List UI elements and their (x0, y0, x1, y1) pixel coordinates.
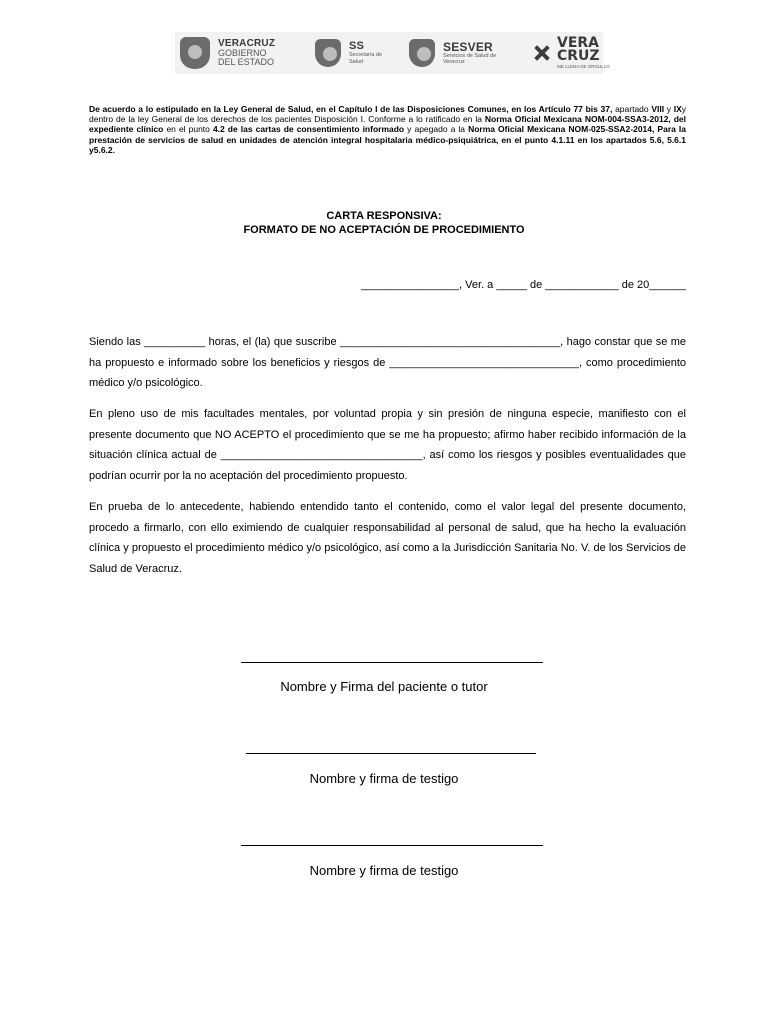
logo-ss-sub: Secretaría de Salud (349, 52, 383, 65)
veracruz-mark-icon (531, 42, 553, 64)
legal-seg-8: en el punto (163, 124, 213, 135)
ss-logo (315, 36, 383, 70)
coat-of-arms-icon (180, 37, 210, 69)
document-subtitle: FORMATO DE NO ACEPTACIÓN DE PROCEDIMIENTO (243, 224, 525, 236)
logo-vc-slogan: ME LLENA DE ORGULLO (557, 63, 610, 69)
legal-seg-4: y (664, 104, 674, 114)
ss-seal-icon (315, 39, 341, 67)
paragraph-consent-statement: Siendo las __________ horas, el (la) que suscribe ____________________________________, hago constar que se me ha propuesto e informado sobre los beneficios y riesgos de _______________________________, como procedimiento médico y/o psicológico. (89, 336, 686, 389)
document-title: CARTA RESPONSIVA: (326, 210, 442, 222)
witness2-signature-label: Nombre y firma de testigo (309, 863, 459, 878)
patient-signature-label: Nombre y Firma del paciente o tutor (280, 679, 488, 694)
witness2-signature-line (241, 845, 543, 846)
logo-gob-line2: GOBIERNO (218, 48, 267, 58)
sesver-logo (409, 36, 505, 70)
legal-seg-7: Norma Oficial Mexicana NOM-004-SSA3-2012, del expediente clínico (89, 114, 686, 135)
legal-seg-6: y dentro de la ley General de los derechos de los pacientes Disposición I. Conforme a lo ratificado en la (89, 104, 686, 125)
logo-vc-name: VERA CRUZ (557, 35, 600, 64)
witness1-signature-label: Nombre y firma de testigo (309, 771, 459, 786)
logo-gob-line1: VERACRUZ (218, 38, 276, 49)
legal-seg-2: apartado (612, 104, 652, 114)
logo-sesver-name: SESVER (443, 39, 493, 54)
place-date-line: ________________, Ver. a _____ de ____________ de 20______ (361, 279, 686, 291)
sesver-seal-icon (409, 39, 435, 67)
logo-ss-name: SS (349, 40, 365, 53)
paragraph-liability-waiver: En prueba de lo antecedente, habiendo entendido tanto el contenido, como el valor legal del presente documento, procedo a firmarlo, con ello eximiendo de cualquier responsabilidad al personal de salud, que ha hecho la evaluación clínica y propuesto el procedimiento médico y/o psicológico, así como a la Jurisdicción Sanitaria No. V. de los Servicios de Salud de Veracruz. (89, 501, 686, 575)
gobierno-veracruz-logo (180, 36, 275, 70)
legal-seg-3: VIII (651, 104, 665, 114)
witness1-signature-line (246, 753, 536, 754)
legal-preamble (89, 104, 686, 155)
legal-seg-10: y apegado a la (404, 124, 469, 135)
veracruz-logo (531, 36, 610, 70)
legal-seg-11: Norma Oficial Mexicana NOM-025-SSA2-2014, Para la prestación de servicios de salud en unidades de atención integral hospitalaria médico-psiquiátrica, en el punto 4.1.11 en los apartados 5.6, 5.6.1 y5.6.2. (89, 124, 686, 155)
logo-sesver-sub: Servicios de Salud de Veracruz (443, 52, 497, 65)
patient-signature-line (241, 662, 543, 663)
legal-seg-9: 4.2 de las cartas de consentimiento informado (212, 124, 405, 135)
logo-gob-line3: DEL ESTADO (218, 57, 275, 67)
legal-seg-1: De acuerdo a lo estipulado en la Ley General de Salud, en el Capítulo I de las Disposiciones Comunes, en los Artículo 77 bis 37, (89, 104, 613, 114)
paragraph-refusal: En pleno uso de mis facultades mentales, por voluntad propia y sin presión de ninguna especie, manifiesto con el presente documento que NO ACEPTO el procedimiento que se me ha propuesto; afirmo haber recibido información de la situación clínica actual de _________________________________, así como los riesgos y posibles eventualidades que podrían ocurrir por la no aceptación del procedimiento propuesto. (89, 408, 686, 482)
legal-seg-5: IX (673, 104, 682, 114)
